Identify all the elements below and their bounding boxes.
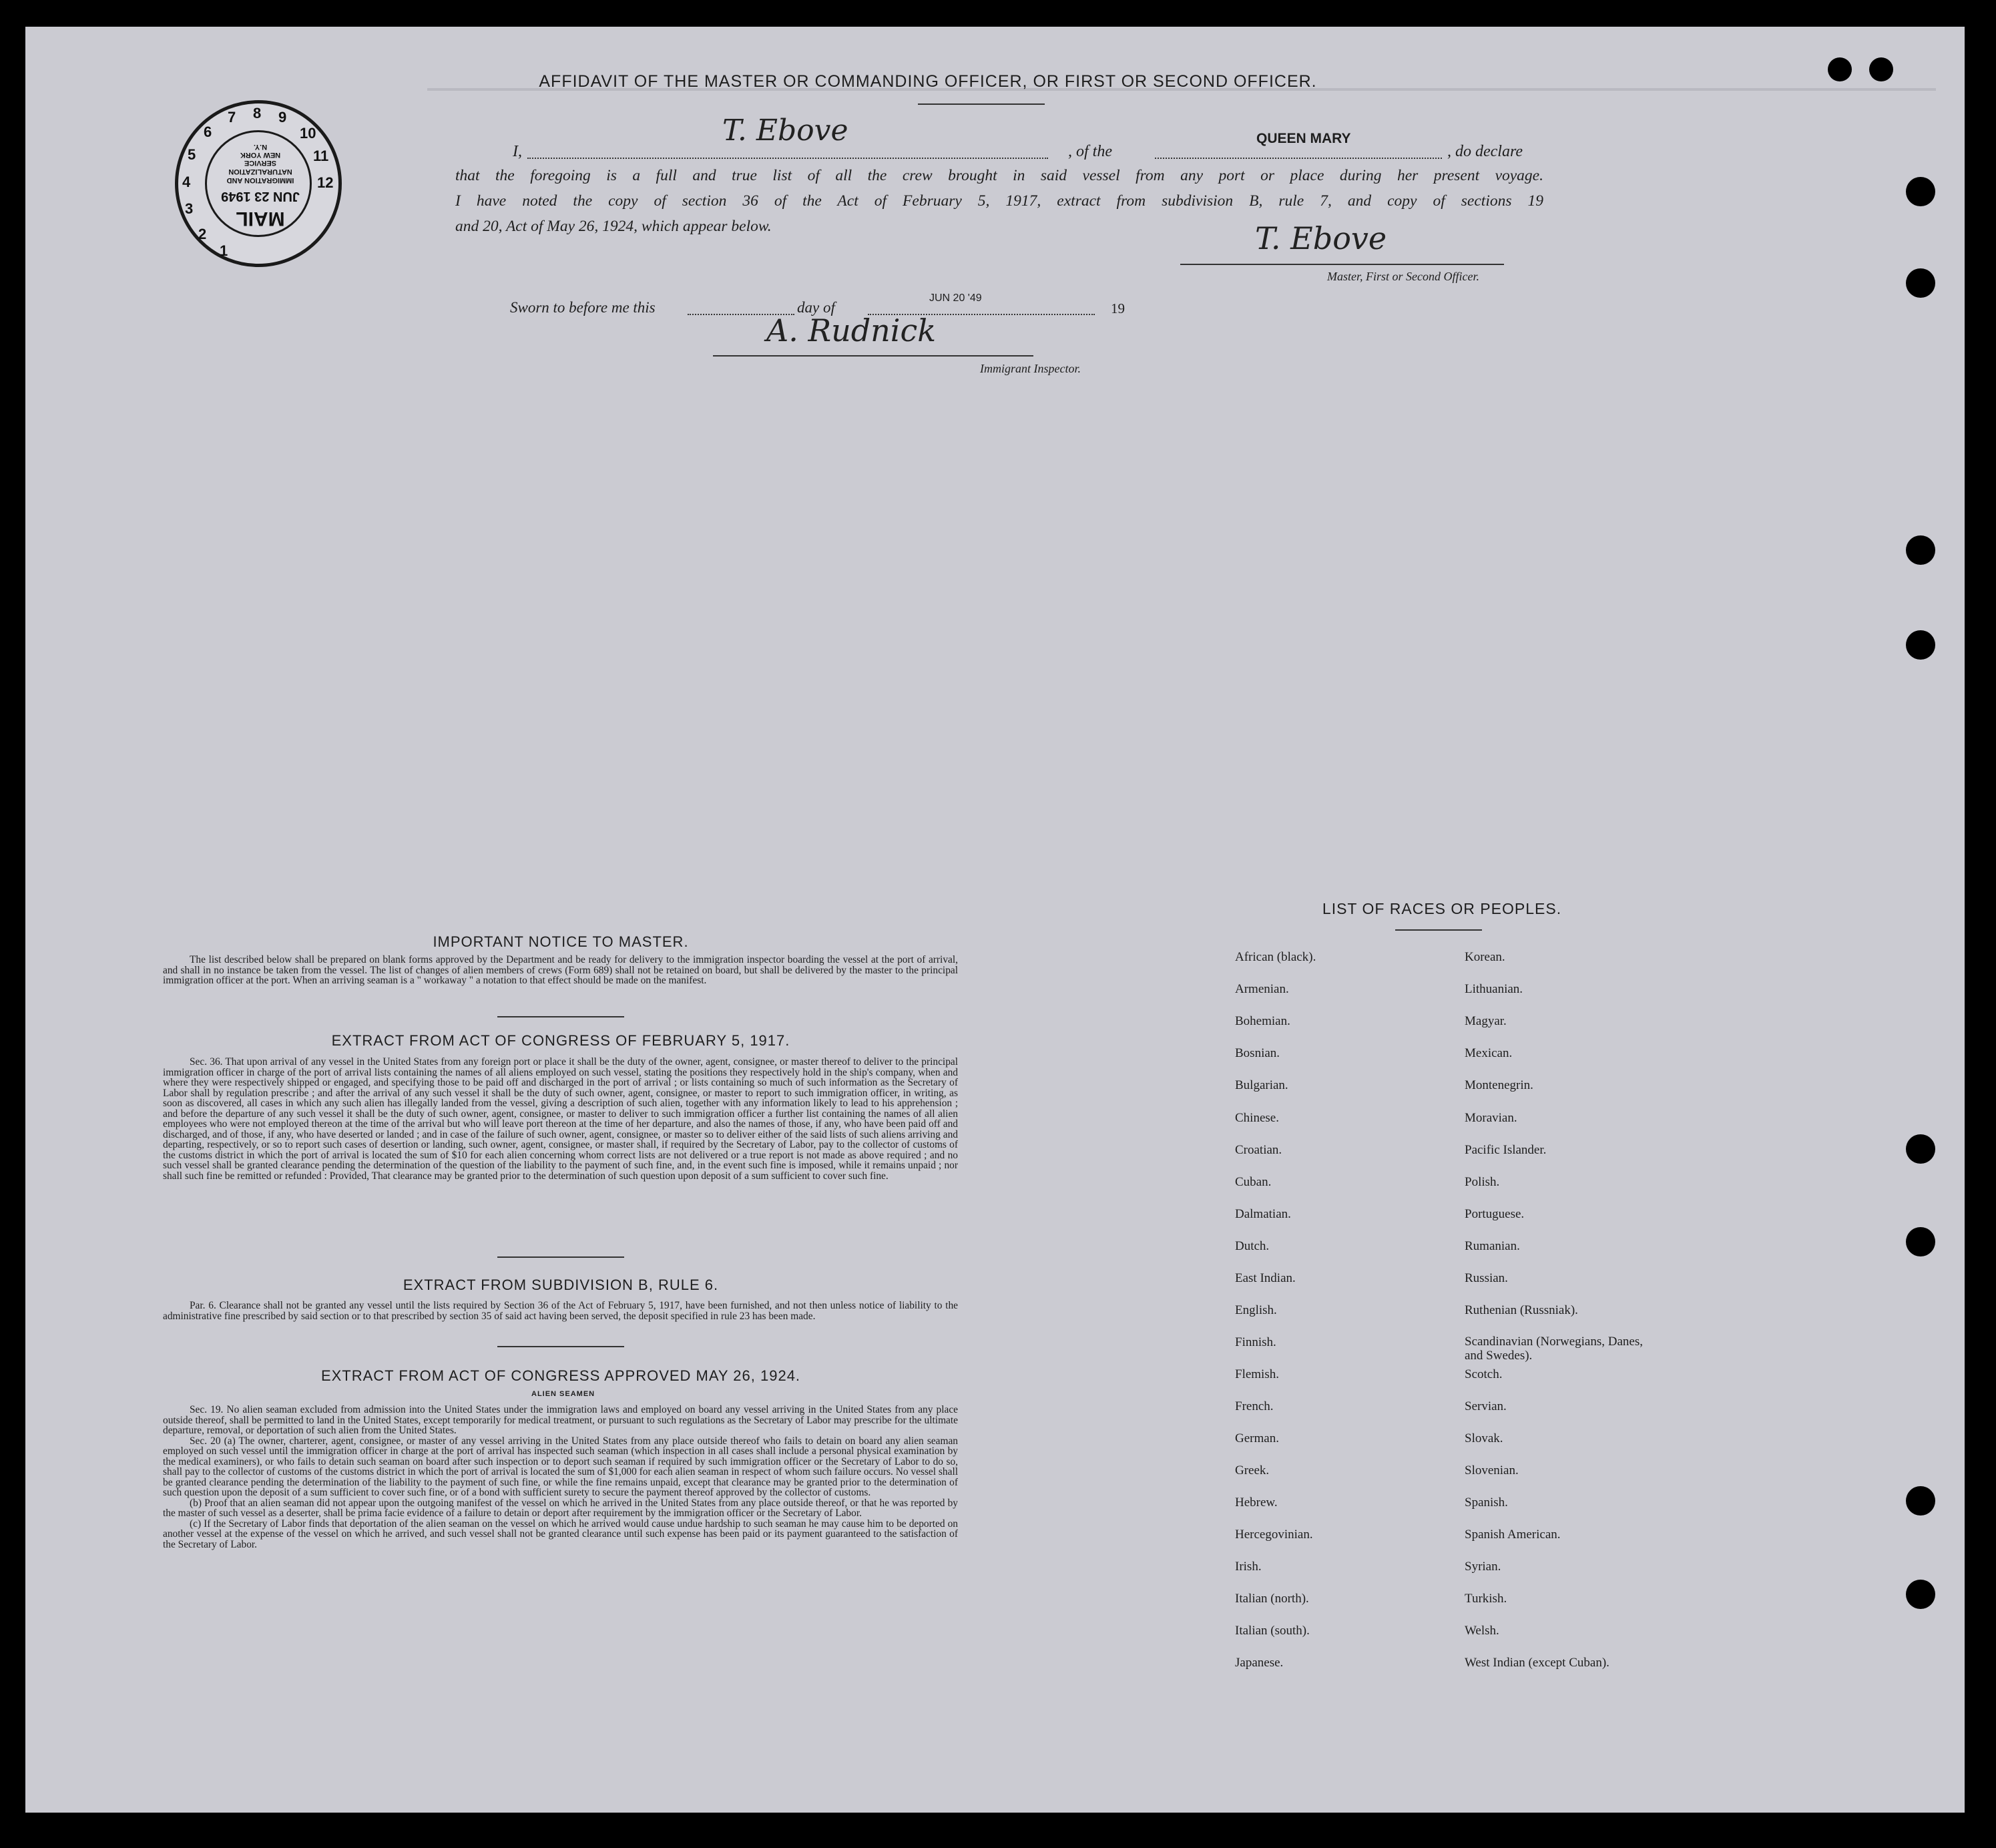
race-item: Croatian. xyxy=(1235,1143,1282,1157)
race-item: Finnish. xyxy=(1235,1335,1276,1349)
race-item: Mexican. xyxy=(1465,1046,1513,1060)
alien-seamen-subtitle: ALIEN SEAMEN xyxy=(531,1390,595,1398)
race-item: Bulgarian. xyxy=(1235,1078,1288,1092)
stamp-ring-digit: 4 xyxy=(182,174,191,190)
of-the-label: , of the xyxy=(1068,143,1112,160)
race-item: French. xyxy=(1235,1399,1274,1413)
race-item: Armenian. xyxy=(1235,982,1289,996)
race-item: Ruthenian (Russniak). xyxy=(1465,1303,1578,1317)
stamp-ring-digit: 8 xyxy=(253,105,262,122)
race-item: Dalmatian. xyxy=(1235,1207,1291,1221)
master-caption: Master, First or Second Officer. xyxy=(1327,270,1479,283)
race-item: Spanish. xyxy=(1465,1495,1508,1510)
race-item: Lithuanian. xyxy=(1465,982,1523,996)
extract-1924-text xyxy=(163,1405,958,1550)
race-item: Hebrew. xyxy=(1235,1495,1278,1510)
inspector-caption: Immigrant Inspector. xyxy=(980,362,1081,375)
do-declare-label: , do declare xyxy=(1447,143,1523,160)
stamp-ring-digit: 3 xyxy=(185,200,194,217)
affidavit-title: AFFIDAVIT OF THE MASTER OR COMMANDING OFFICER, OR FIRST OR SECOND OFFICER. xyxy=(539,72,1317,91)
section-separator xyxy=(497,1016,624,1017)
race-item: German. xyxy=(1235,1431,1279,1445)
declaration-line: and 20, Act of May 26, 1924, which appear below. xyxy=(455,218,772,235)
stamp-date: JUN 23 1949 xyxy=(221,189,300,204)
punch-hole xyxy=(1906,268,1935,298)
stamp-ring-digit: 7 xyxy=(228,109,236,126)
stamp-ring-digit: 11 xyxy=(313,148,329,164)
punch-hole xyxy=(1906,1134,1935,1164)
race-item: Korean. xyxy=(1465,950,1505,964)
race-item: Chinese. xyxy=(1235,1111,1279,1125)
stamp-ring-digit: 6 xyxy=(204,124,212,140)
stamp-mail-text: MAIL xyxy=(236,208,285,230)
race-item: Turkish. xyxy=(1465,1592,1507,1606)
extract-1924-paragraph: Sec. 19. No alien seaman excluded from admission into the United States under the immigration laws and employed on board any vessel arriving in the United States from any place outside thereof, shall be permitted to land in the United States, except temporarily for medical treatment, or pursuant to such regulations as the Secretary of Labor may prescribe for the ultimate departure, removal, or deportation of such alien from the United States. xyxy=(163,1404,958,1436)
stamp-ring-digit: 5 xyxy=(188,146,196,163)
stamp-ring-digit: 1 xyxy=(220,242,228,259)
title-underline xyxy=(918,103,1045,105)
race-item: African (black). xyxy=(1235,950,1316,964)
races-title: LIST OF RACES OR PEOPLES. xyxy=(1322,900,1562,917)
race-item: West Indian (except Cuban). xyxy=(1465,1656,1609,1670)
race-item: Slovak. xyxy=(1465,1431,1503,1445)
sworn-label: Sworn to before me this xyxy=(510,299,656,316)
race-item: Servian. xyxy=(1465,1399,1507,1413)
punch-hole xyxy=(1906,1227,1935,1256)
immigration-mail-stamp xyxy=(175,100,342,267)
stamp-agency-line: NEW YORK xyxy=(240,151,281,159)
stamp-ring-digit: 2 xyxy=(198,226,207,242)
extract-1924-paragraph: (c) If the Secretary of Labor finds that deportation of the alien seaman on the vessel on which he arrived would cause undue hardship to such seaman he may cause him to be deported on another vessel at the expense of the vessel on which he arrived, and such vessel shall not be granted clearance until such expense has been paid or its payment guaranteed to the satisfaction of the Secretary of Labor. xyxy=(163,1518,958,1550)
extract-1924-paragraph: (b) Proof that an alien seaman did not appear upon the outgoing manifest of the vessel on which he arrived in the United States from any place outside thereof, or that he was reported by the master of such vessel as a deserter, shall be prima facie evidence of a failure to detain or deport after requirement by the immigration officer or the Secretary of Labor. xyxy=(163,1497,958,1519)
race-item: Montenegrin. xyxy=(1465,1078,1533,1092)
declaration-line: I have noted the copy of section 36 of the Act of February 5, 1917, extract from subdivision B, rule 7, and copy of sections 19 xyxy=(455,192,1543,210)
race-item: Russian. xyxy=(1465,1271,1508,1285)
race-item: Magyar. xyxy=(1465,1014,1507,1028)
stamp-agency-line: SERVICE xyxy=(244,159,277,167)
vessel-name-line xyxy=(1155,158,1442,159)
officer-name-line xyxy=(527,158,1048,159)
race-item: Japanese. xyxy=(1235,1656,1284,1670)
punch-hole xyxy=(1906,177,1935,206)
race-item: Slovenian. xyxy=(1465,1463,1519,1477)
race-item: Scandinavian (Norwegians, Danes, and Swedes). xyxy=(1465,1335,1643,1363)
race-item: Rumanian. xyxy=(1465,1239,1520,1253)
extract-1917-title: EXTRACT FROM ACT OF CONGRESS OF FEBRUARY 5, 1917. xyxy=(331,1032,790,1049)
race-item: Moravian. xyxy=(1465,1111,1517,1125)
stamp-agency-line: NATURALIZATION xyxy=(228,168,292,176)
extract-1924-title: EXTRACT FROM ACT OF CONGRESS APPROVED MAY 26, 1924. xyxy=(320,1367,801,1384)
punch-hole xyxy=(1869,57,1893,81)
stamp-ring-digit: 9 xyxy=(278,109,287,126)
stamp-ring-digit: 10 xyxy=(300,125,316,142)
race-item: Dutch. xyxy=(1235,1239,1270,1253)
section-separator xyxy=(497,1256,624,1258)
punch-hole xyxy=(1906,1486,1935,1516)
race-item: Portuguese. xyxy=(1465,1207,1525,1221)
extract-1917-text xyxy=(163,1057,958,1181)
race-item: Cuban. xyxy=(1235,1175,1272,1189)
race-item: Syrian. xyxy=(1465,1560,1501,1574)
vessel-name: QUEEN MARY xyxy=(1256,131,1351,146)
notice-text xyxy=(163,955,958,986)
master-signature: T. Ebove xyxy=(1255,220,1387,256)
race-item: Pacific Islander. xyxy=(1465,1143,1547,1157)
stamp-agency-line: IMMIGRATION AND xyxy=(226,176,294,184)
extract-rule6-title: EXTRACT FROM SUBDIVISION B, RULE 6. xyxy=(403,1277,719,1293)
punch-hole xyxy=(1906,1580,1935,1609)
master-signature-line xyxy=(1180,264,1504,265)
date-stamp: JUN 20 '49 xyxy=(929,292,982,304)
extract-rule6-paragraph: Par. 6. Clearance shall not be granted any vessel until the lists required by Section 36 of the Act of February 5, 1917, have been furnished, and not then unless notice of liability to the administrative fine prescribed by said section or to that prescribed by section 35 of said act having been served, the deposit specified in rule 23 has been made. xyxy=(163,1300,958,1322)
notice-paragraph: The list described below shall be prepared on blank forms approved by the Department and be ready for delivery to the immigration inspector boarding the vessel at the port of arrival, and shall in no instance be taken from the vessel. The list of changes of alien members of crews (Form 689) shall not be retained on board, but shall be delivered by the master to the principal immigration officer at the port. When an arriving seaman is a " workaway " a notation to that effect should be made on the manifest. xyxy=(163,954,958,986)
notice-title: IMPORTANT NOTICE TO MASTER. xyxy=(433,933,689,950)
stamp-inner-circle xyxy=(205,130,312,237)
declaration-line: that the foregoing is a full and true list of all the crew brought in said vessel from any port or place during her present voyage. xyxy=(455,167,1543,184)
race-item: Hercegovinian. xyxy=(1235,1528,1313,1542)
races-title-underline xyxy=(1395,929,1482,931)
i-label: I, xyxy=(513,143,522,160)
officer-signature: T. Ebove xyxy=(722,113,848,148)
punch-hole xyxy=(1906,535,1935,565)
section-separator xyxy=(497,1346,624,1347)
stamp-ring-digit: 12 xyxy=(317,174,334,191)
punch-hole xyxy=(1906,630,1935,660)
race-item: Polish. xyxy=(1465,1175,1500,1189)
race-item: Flemish. xyxy=(1235,1367,1279,1381)
race-item: East Indian. xyxy=(1235,1271,1296,1285)
punch-hole xyxy=(1828,57,1852,81)
race-item: Spanish American. xyxy=(1465,1528,1561,1542)
race-item: Scotch. xyxy=(1465,1367,1503,1381)
race-item: Bosnian. xyxy=(1235,1046,1280,1060)
race-item: Bohemian. xyxy=(1235,1014,1290,1028)
race-item: Italian (south). xyxy=(1235,1624,1310,1638)
stamp-agency-line: N.Y. xyxy=(253,143,268,151)
race-item: Greek. xyxy=(1235,1463,1270,1477)
race-item: Irish. xyxy=(1235,1560,1262,1574)
extract-1917-paragraph: Sec. 36. That upon arrival of any vessel in the United States from any foreign port or place it shall be the duty of the owner, agent, consignee, or master thereof to deliver to the principal immigration officer in charge of the port of arrival lists containing the names of all aliens employed on such vessel, stating the positions they respectively hold in the ship's company, when and where they were respectively shipped or engaged, and specifying those to be paid off and discharged in the port of arrival ; or lists containing so much of such information as the Secretary of Labor shall by regulation prescribe ; and after the arrival of any such vessel it shall be the duty of such owner, agent, consignee, or master to report to such immigration officer, in writing, as soon as discovered, all cases in which any such alien has illegally landed from the vessel, giving a description of such alien, together with any information likely to lead to his apprehension ; and before the departure of any such vessel it shall be the duty of such owner, agent, consignee, or master to deliver to such immigration officer a further list containing the names of all alien employees who were not employed thereon at the time of the arrival but who will leave port thereon at the time of her departure, and also the names of those, if any, who have been paid off and discharged, and of those, if any, who have deserted or landed ; and in case of the failure of such owner, agent, consignee, or master so to deliver either of the said lists of such aliens arriving and departing, respectively, or so to report such cases of desertion or landing, such owner, agent, consignee, or master shall, if required by the Secretary of Labor, pay to the collector of customs of the customs district in which the port of arrival is located the sum of $10 for each alien concerning whom correct lists are not delivered or a true report is not made as above required ; and no such vessel shall be granted clearance pending the determination of the question of the liability to the payment of such fine, and, in the event such fine is imposed, while it remains unpaid ; nor shall such fine be remitted or refunded : Provided, That clearance may be granted prior to the determination of such question upon deposit of a sum sufficient to cover such fine. xyxy=(163,1056,958,1182)
year-prefix: 19 xyxy=(1111,300,1125,316)
race-item: English. xyxy=(1235,1303,1277,1317)
inspector-signature-line xyxy=(713,355,1033,357)
extract-rule6-text xyxy=(163,1301,958,1321)
extract-1924-paragraph: Sec. 20 (a) The owner, charterer, agent, consignee, or master of any vessel arriving in the United States from any place outside thereof who fails to detain on board any alien seaman employed on such vessel until the immigration officer in charge at the port of arrival has inspected such seaman (which inspection in all cases shall include a personal physical examination by the medical examiners), or who fails to detain such seaman on board after such inspection or to deport such seaman if required by such immigration officer or the Secretary of Labor to do so, shall pay to the collector of customs of the customs district in which the port of arrival is located the sum of $1,000 for each alien seaman in respect of whom such failure occurs. No vessel shall be granted clearance pending the determination of the liability to the payment of such fine, or while the fine remains unpaid, except that clearance may be granted prior to the determination of such question upon the deposit of a sum sufficient to cover such fine, or of a bond with sufficient surety to secure the payment thereof approved by the collector of customs. xyxy=(163,1435,958,1498)
race-item: Welsh. xyxy=(1465,1624,1499,1638)
inspector-signature: A. Rudnick xyxy=(766,312,937,349)
day-of-label: day of xyxy=(797,299,835,316)
race-item: Italian (north). xyxy=(1235,1592,1309,1606)
